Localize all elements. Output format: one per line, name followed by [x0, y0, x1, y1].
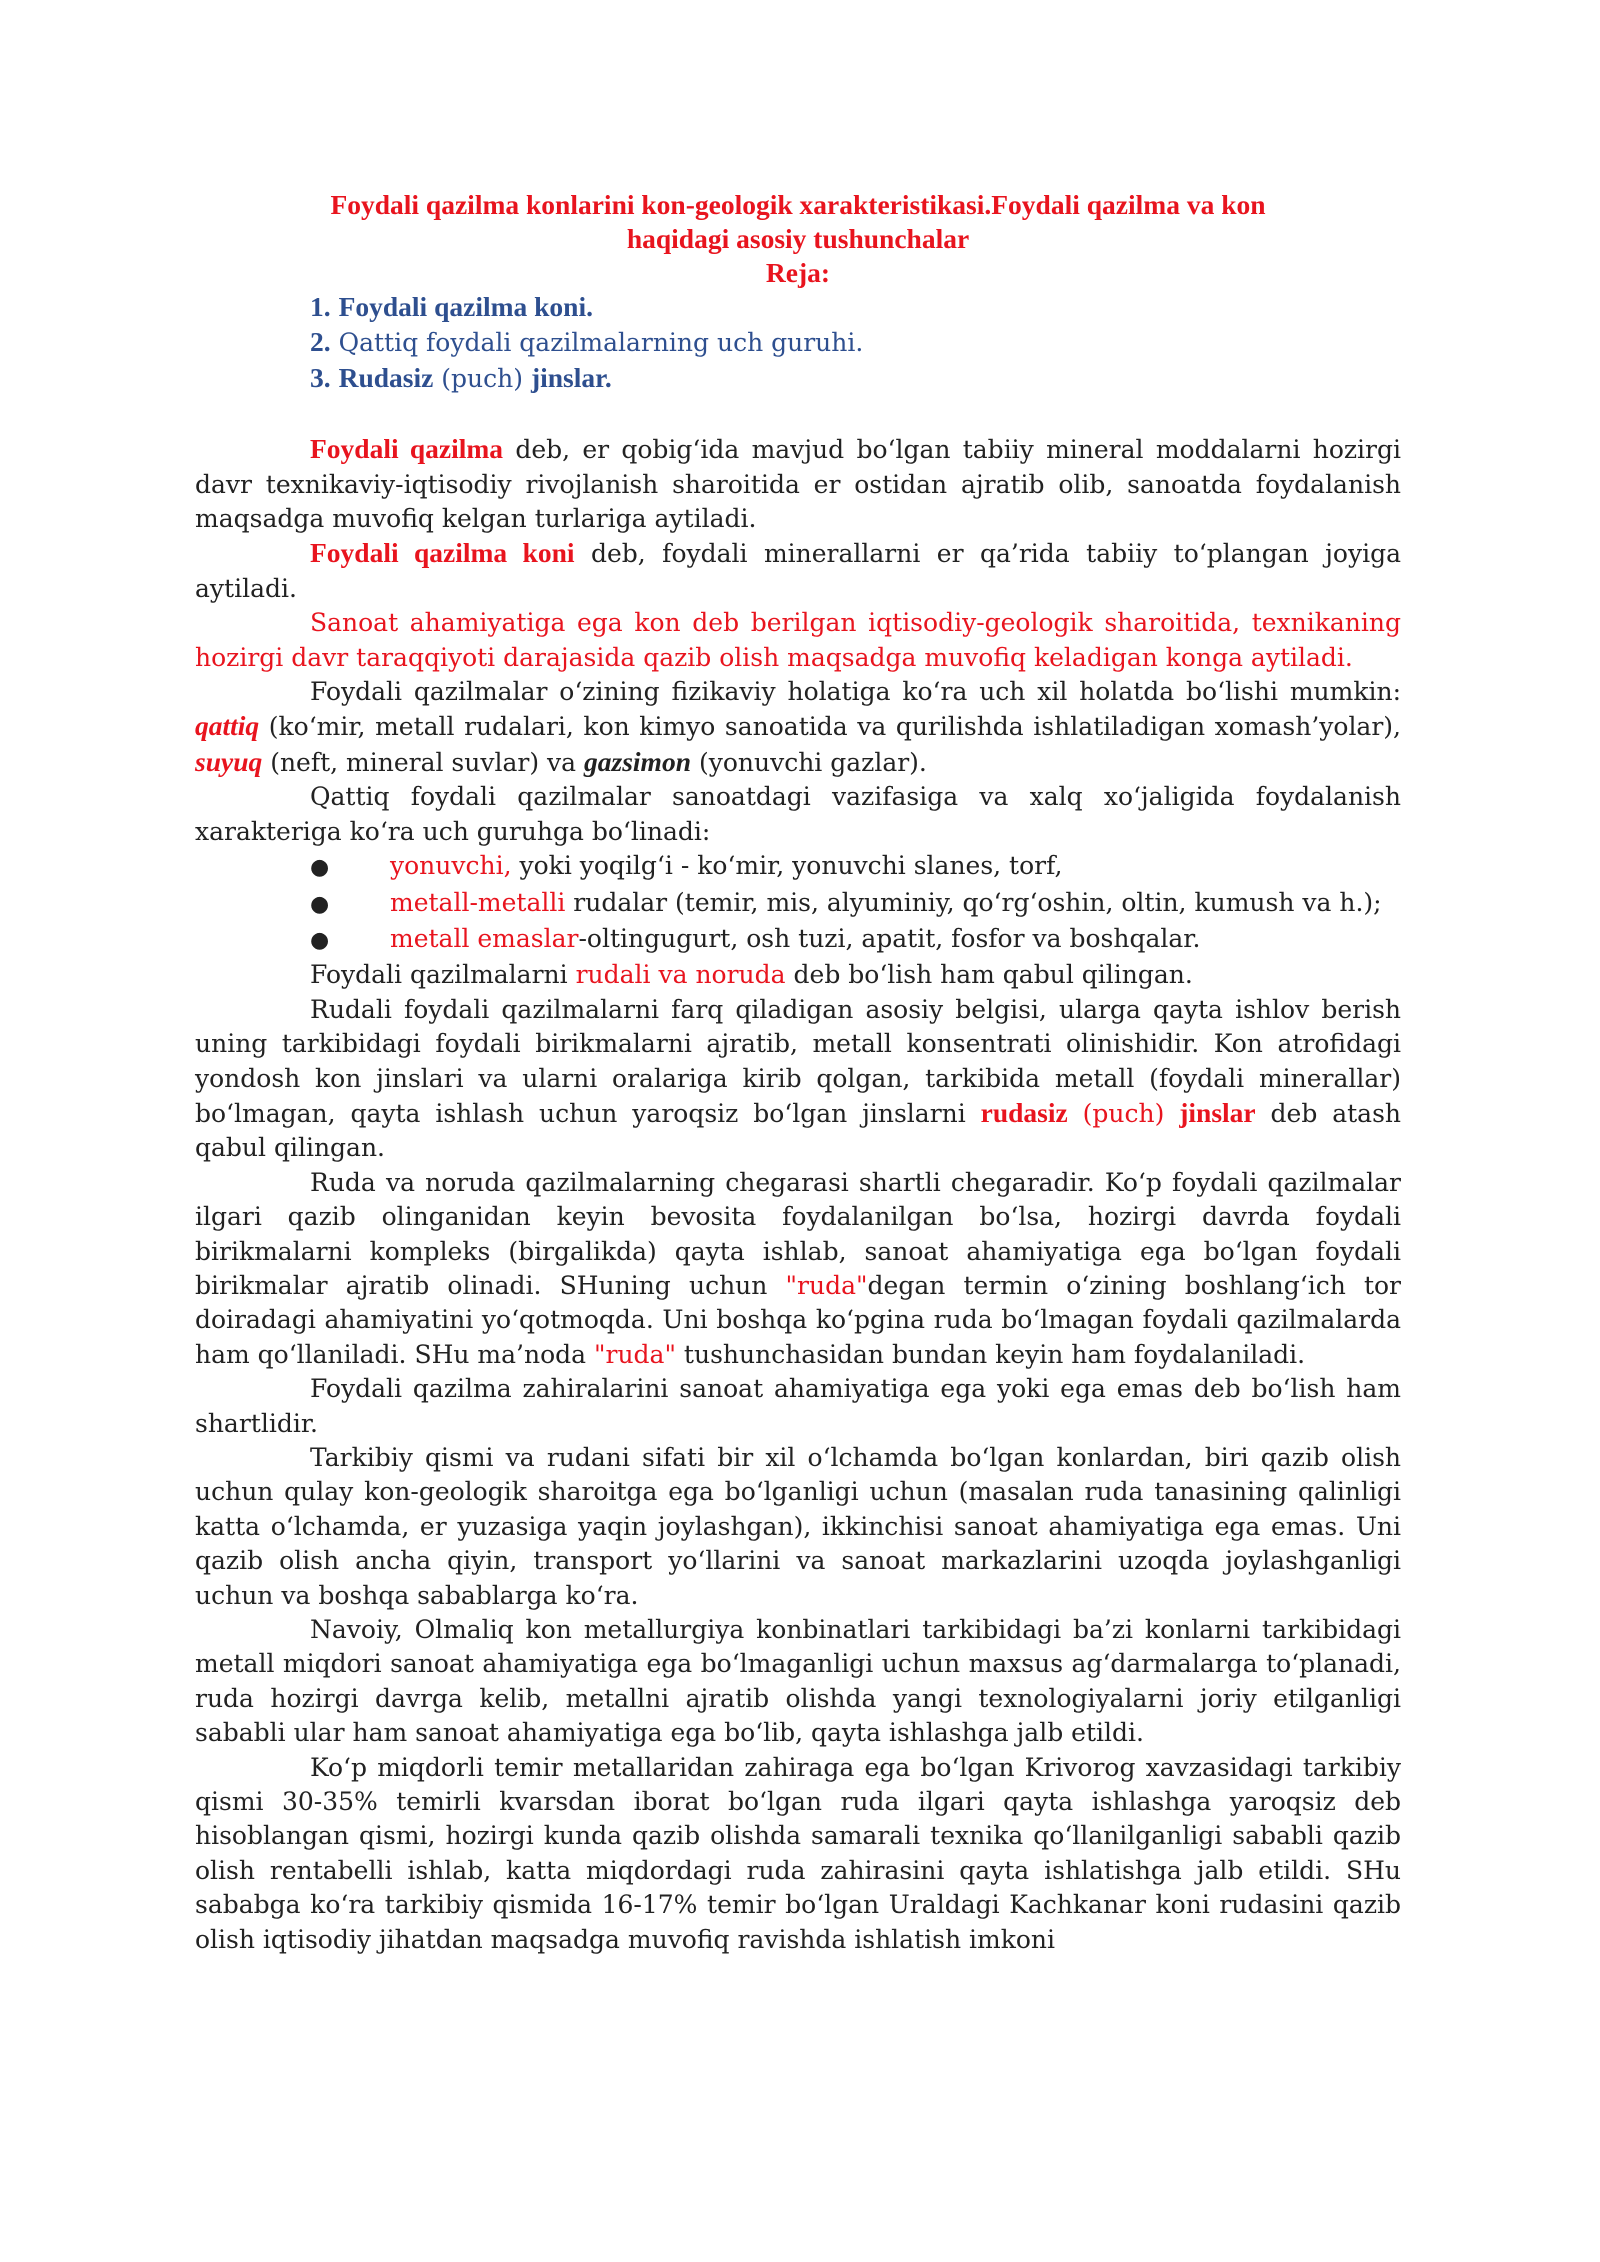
term: rudasiz	[980, 1096, 1068, 1128]
bullet-text: rudalar (temir, mis, alyuminiy, qo‘rg‘oshin, oltin, kumush va h.);	[565, 887, 1382, 917]
bullet-text: -oltingugurt, osh tuzi, apatit, fosfor va boshqalar.	[578, 923, 1201, 953]
plan-item-text: Rudasiz	[338, 361, 434, 393]
bullet-icon: ●	[310, 855, 330, 881]
term-liquid: suyuq	[195, 745, 263, 777]
plan-item-number: 3.	[310, 361, 331, 393]
paragraph-text: (yonuvchi gazlar).	[691, 747, 927, 777]
paragraph-text: Foydali qazilmalar o‘zining fizikaviy holatiga ko‘ra uch xil holatda bo‘lishi mumkin:	[310, 677, 1401, 707]
paragraph-solid-groups: Qattiq foydali qazilmalar sanoatdagi vazifasiga va xalq xo‘jaligida foydalanish xarakteriga ko‘ra uch guruhga bo‘linadi:	[195, 782, 1401, 846]
paragraph-navoiy-olmaliq: Navoiy, Olmaliq kon metallurgiya konbinatlari tarkibidagi ba’zi konlarni tarkibidagi metall miqdori sanoat ahamiyatiga ega bo‘lmaganligi uchun maxsus ag‘darmalarga to‘planadi, ruda hozirgi davrga kelib, metallni ajratib olishda yangi texnologiyalarni joriy etilganligi sababli ular ham sanoat ahamiyatiga ega bo‘lib, qayta ishlashga jalb etildi.	[195, 1615, 1401, 1748]
plan-item-number: 1.	[310, 291, 331, 322]
bullet-item-3	[195, 922, 1401, 958]
paragraph-krivorog: Ko‘p miqdorli temir metallaridan zahiraga ega bo‘lgan Krivorog xavzasidagi tarkibiy qismi 30-35% temirli kvarsdan iborat bo‘lgan ruda ilgari qayta ishlashga yaroqsiz deb hisoblangan qismi, hozirgi kunda qazib olishda samarali texnika qo‘llanilganligi sababli qazib olish rentabelli ishlab, katta miqdordagi ruda zahirasini qayta ishlatishga jalb etildi. SHu sababga ko‘ra tarkibiy qismida 16-17% temir bo‘lgan Uraldagi Kachkanar koni rudasini qazib olish iqtisodiy jihatdan maqsadga muvofiq ravishda ishlatish imkoni	[195, 1752, 1401, 1954]
term: (puch)	[1067, 1098, 1180, 1128]
bullet-term: yonuvchi,	[390, 851, 512, 881]
paragraph-definition-mineral	[195, 432, 1401, 536]
paragraph-text: degan termin o‘zining boshlang‘ich tor doiradagi ahamiyatini yo‘qotmoqda. Uni boshqa ko‘pgina ruda bo‘lmagan foydali qazilmalarda ham qo‘llaniladi. SHu ma’noda	[195, 1270, 1402, 1369]
plan-item-number: 2.	[310, 326, 331, 358]
term: "ruda"	[785, 1270, 868, 1300]
paragraph-text: tushunchasidan bundan keyin ham foydalaniladi.	[675, 1339, 1306, 1369]
paragraph-reserves: Foydali qazilma zahiralarini sanoat ahamiyatiga ega yoki ega emas deb bo‘lish ham shartlidir.	[195, 1374, 1401, 1438]
document-title	[195, 188, 1401, 290]
paragraph-physical-states	[195, 675, 1401, 780]
bullet-term: metall emaslar	[390, 923, 579, 953]
paragraph-ore-nonore	[195, 958, 1401, 992]
paragraph-text: Foydali qazilmalarni	[310, 960, 576, 990]
paragraph-deposit-conditions: Tarkibiy qismi va rudani sifati bir xil o‘lchamda bo‘lgan konlardan, biri qazib olish uchun qulay kon-geologik sharoitga ega bo‘lganligi uchun (masalan ruda tanasining qalinligi katta o‘lchamda, er yuzasiga yaqin joylashgan), ikkinchisi sanoat ahamiyatiga ega emas. Uni qazib olish ancha qiyin, transport yo‘llarini va sanoat markazlarini uzoqda joylashganligi uchun va boshqa sabablarga ko‘ra.	[195, 1443, 1401, 1610]
term: Foydali qazilma	[310, 433, 504, 465]
bullet-icon: ●	[310, 891, 330, 917]
term-solid: qattiq	[195, 710, 260, 742]
paragraph-ore-features	[195, 993, 1401, 1166]
paragraph-text: deb, er qobig‘ida mavjud bo‘lgan tabiiy mineral moddalarni hozirgi davr texnikaviy-iqtisodiy rivojlanish sharoitida er ostidan ajratib olib, sanoatda foydalanish maqsadga muvofiq kelgan turlariga aytiladi.	[195, 435, 1401, 534]
paragraph-text: deb bo‘lish ham qabul qilingan.	[785, 960, 1193, 990]
bullet-item-2	[195, 886, 1401, 922]
term: "ruda"	[594, 1339, 676, 1369]
paragraph-text: Rudali foydali qazilmalarni farq qiladigan asosiy belgisi, ularga qayta ishlov berish uning tarkibidagi foydali birikmalarni ajratib, metall konsentrati olinishidir. Kon atrofidagi yondosh kon jinslari va ularni oralariga kirib qolgan, tarkibida metall (foydali minerallar) bo‘lmagan, qayta ishlash uchun yaroqsiz bo‘lgan jinslarni	[195, 994, 1401, 1128]
term: jinslar	[1179, 1096, 1256, 1128]
plan-item-text: Foydali qazilma koni.	[338, 291, 593, 322]
plan-item-text: jinslar.	[530, 361, 612, 393]
paragraph-industrial-deposit: Sanoat ahamiyatiga ega kon deb berilgan iqtisodiy-geologik sharoitida, texnikaning hozirgi davr taraqqiyoti darajasida qazib olish maqsadga muvofiq keladigan konga aytiladi.	[195, 608, 1401, 672]
paragraph-text: deb, foydali minerallarni er qa’rida tabiiy to‘plangan joyiga aytiladi.	[195, 539, 1401, 603]
paragraph-text: (neft, mineral suvlar) va	[262, 747, 585, 777]
document-page	[195, 188, 1401, 1957]
plan-item-1	[310, 290, 1401, 325]
term: Foydali qazilma koni	[310, 537, 575, 569]
bullet-item-1	[195, 849, 1401, 885]
plan-list	[310, 290, 1401, 396]
plan-heading: Reja:	[765, 257, 831, 288]
plan-item-text: (puch)	[441, 363, 523, 393]
term: rudali va noruda	[575, 960, 786, 990]
paragraph-definition-deposit	[195, 536, 1401, 606]
bullet-term: metall-metalli	[390, 887, 566, 917]
paragraph-text: deb atash qabul qilingan.	[195, 1098, 1402, 1163]
paragraph-text: Ruda va noruda qazilmalarning chegarasi shartli chegaradir. Ko‘p foydali qazilmalar ilgari qazib olinganidan keyin bevosita foydalanilgan bo‘lsa, hozirgi davrda foydali birikmalarni kompleks (birgalikda) qayta ishlab, sanoat ahamiyatiga ega bo‘lgan foydali birikmalar ajratib olinadi. SHuning uchun	[195, 1167, 1401, 1300]
bullet-text: yoki yoqilg‘i - ko‘mir, yonuvchi slanes, torf,	[511, 851, 1063, 881]
title-line-1: Foydali qazilma konlarini kon-geologik xarakteristikasi.Foydali qazilma va kon	[330, 189, 1266, 220]
bullet-icon: ●	[310, 927, 330, 953]
plan-item-2	[310, 325, 1401, 360]
title-line-2: haqidagi asosiy tushunchalar	[626, 223, 970, 254]
paragraph-text: (ko‘mir, metall rudalari, kon kimyo sanoatida va qurilishda ishlatiladigan xomash’yolar),	[259, 712, 1401, 742]
plan-item-text: Qattiq foydali qazilmalarning uch guruhi.	[338, 328, 864, 358]
bullet-list	[195, 849, 1401, 958]
paragraph-ore-boundary	[195, 1166, 1401, 1372]
plan-item-3	[310, 361, 1401, 396]
term-gaseous: gazsimon	[584, 745, 691, 777]
